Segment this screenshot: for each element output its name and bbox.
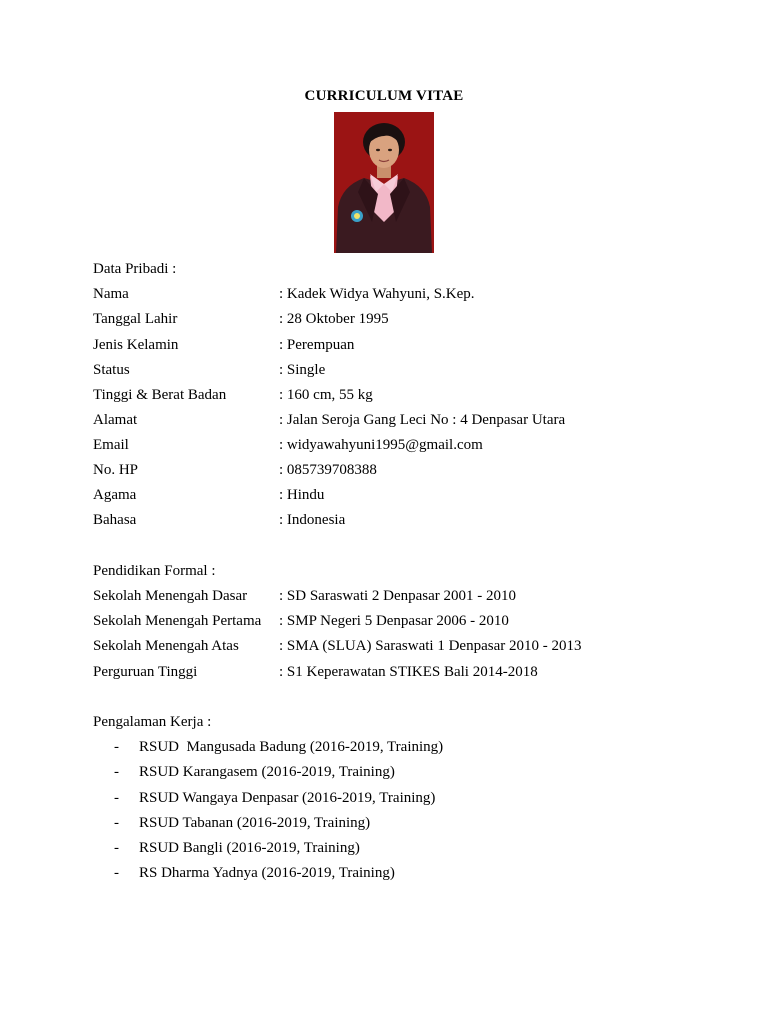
field-label: Bahasa — [93, 512, 137, 528]
field-value: : 085739708388 — [279, 462, 377, 478]
experience-item — [114, 815, 634, 835]
field-value: : Indonesia — [279, 512, 346, 528]
personal-row-name — [93, 286, 653, 306]
field-value: : S1 Keperawatan STIKES Bali 2014-2018 — [279, 664, 538, 680]
field-label: Sekolah Menengah Atas — [93, 638, 239, 654]
education-row-elementary — [93, 588, 653, 608]
personal-row-address — [93, 412, 653, 432]
personal-heading: Data Pribadi : — [93, 261, 177, 277]
bullet-dash: - — [114, 865, 119, 881]
experience-text: RSUD Bangli (2016-2019, Training) — [139, 840, 360, 856]
field-label: Alamat — [93, 412, 138, 428]
personal-row-height-weight — [93, 387, 653, 407]
field-value: : Single — [279, 362, 326, 378]
personal-row-status — [93, 362, 653, 382]
field-value: : SMA (SLUA) Saraswati 1 Denpasar 2010 - 2013 — [279, 638, 582, 654]
education-row-senior-high — [93, 638, 653, 658]
bullet-dash: - — [114, 840, 119, 856]
education-heading: Pendidikan Formal : — [93, 563, 216, 579]
education-row-university — [93, 664, 653, 684]
experience-item — [114, 790, 634, 810]
bullet-dash: - — [114, 790, 119, 806]
bullet-dash: - — [114, 815, 119, 831]
field-label: Nama — [93, 286, 129, 302]
field-value: : 160 cm, 55 kg — [279, 387, 373, 403]
bullet-dash: - — [114, 764, 119, 780]
field-value: : Hindu — [279, 487, 325, 503]
experience-text: RSUD Mangusada Badung (2016-2019, Training) — [139, 739, 444, 755]
field-label: No. HP — [93, 462, 139, 478]
field-label: Sekolah Menengah Dasar — [93, 588, 248, 604]
field-value: : Kadek Widya Wahyuni, S.Kep. — [279, 286, 475, 302]
document-title: CURRICULUM VITAE — [304, 88, 464, 104]
field-label: Status — [93, 362, 130, 378]
experience-item — [114, 739, 634, 759]
experience-item — [114, 840, 634, 860]
experience-item — [114, 865, 634, 885]
left-eye — [376, 149, 380, 151]
field-label: Agama — [93, 487, 137, 503]
field-label: Perguruan Tinggi — [93, 664, 198, 680]
field-value: : SMP Negeri 5 Denpasar 2006 - 2010 — [279, 613, 509, 629]
experience-text: RS Dharma Yadnya (2016-2019, Training) — [139, 865, 395, 881]
profile-photo — [334, 112, 434, 253]
bullet-dash: - — [114, 739, 119, 755]
personal-row-language — [93, 512, 653, 532]
field-value: : SD Saraswati 2 Denpasar 2001 - 2010 — [279, 588, 517, 604]
personal-row-birthdate — [93, 311, 653, 331]
field-label: Tinggi & Berat Badan — [93, 387, 227, 403]
field-value: : widyawahyuni1995@gmail.com — [279, 437, 483, 453]
field-label: Email — [93, 437, 129, 453]
experience-heading: Pengalaman Kerja : — [93, 714, 212, 730]
field-label: Tanggal Lahir — [93, 311, 178, 327]
field-value: : Perempuan — [279, 337, 355, 353]
field-value: : 28 Oktober 1995 — [279, 311, 389, 327]
field-label: Sekolah Menengah Pertama — [93, 613, 262, 629]
field-label: Jenis Kelamin — [93, 337, 179, 353]
personal-row-email — [93, 437, 653, 457]
experience-text: RSUD Tabanan (2016-2019, Training) — [139, 815, 371, 831]
personal-row-religion — [93, 487, 653, 507]
education-row-junior-high — [93, 613, 653, 633]
experience-text: RSUD Wangaya Denpasar (2016-2019, Training) — [139, 790, 436, 806]
experience-item — [114, 764, 634, 784]
field-value: : Jalan Seroja Gang Leci No : 4 Denpasar Utara — [279, 412, 566, 428]
personal-row-phone — [93, 462, 653, 482]
personal-row-gender — [93, 337, 653, 357]
experience-text: RSUD Karangasem (2016-2019, Training) — [139, 764, 395, 780]
right-eye — [388, 149, 392, 151]
